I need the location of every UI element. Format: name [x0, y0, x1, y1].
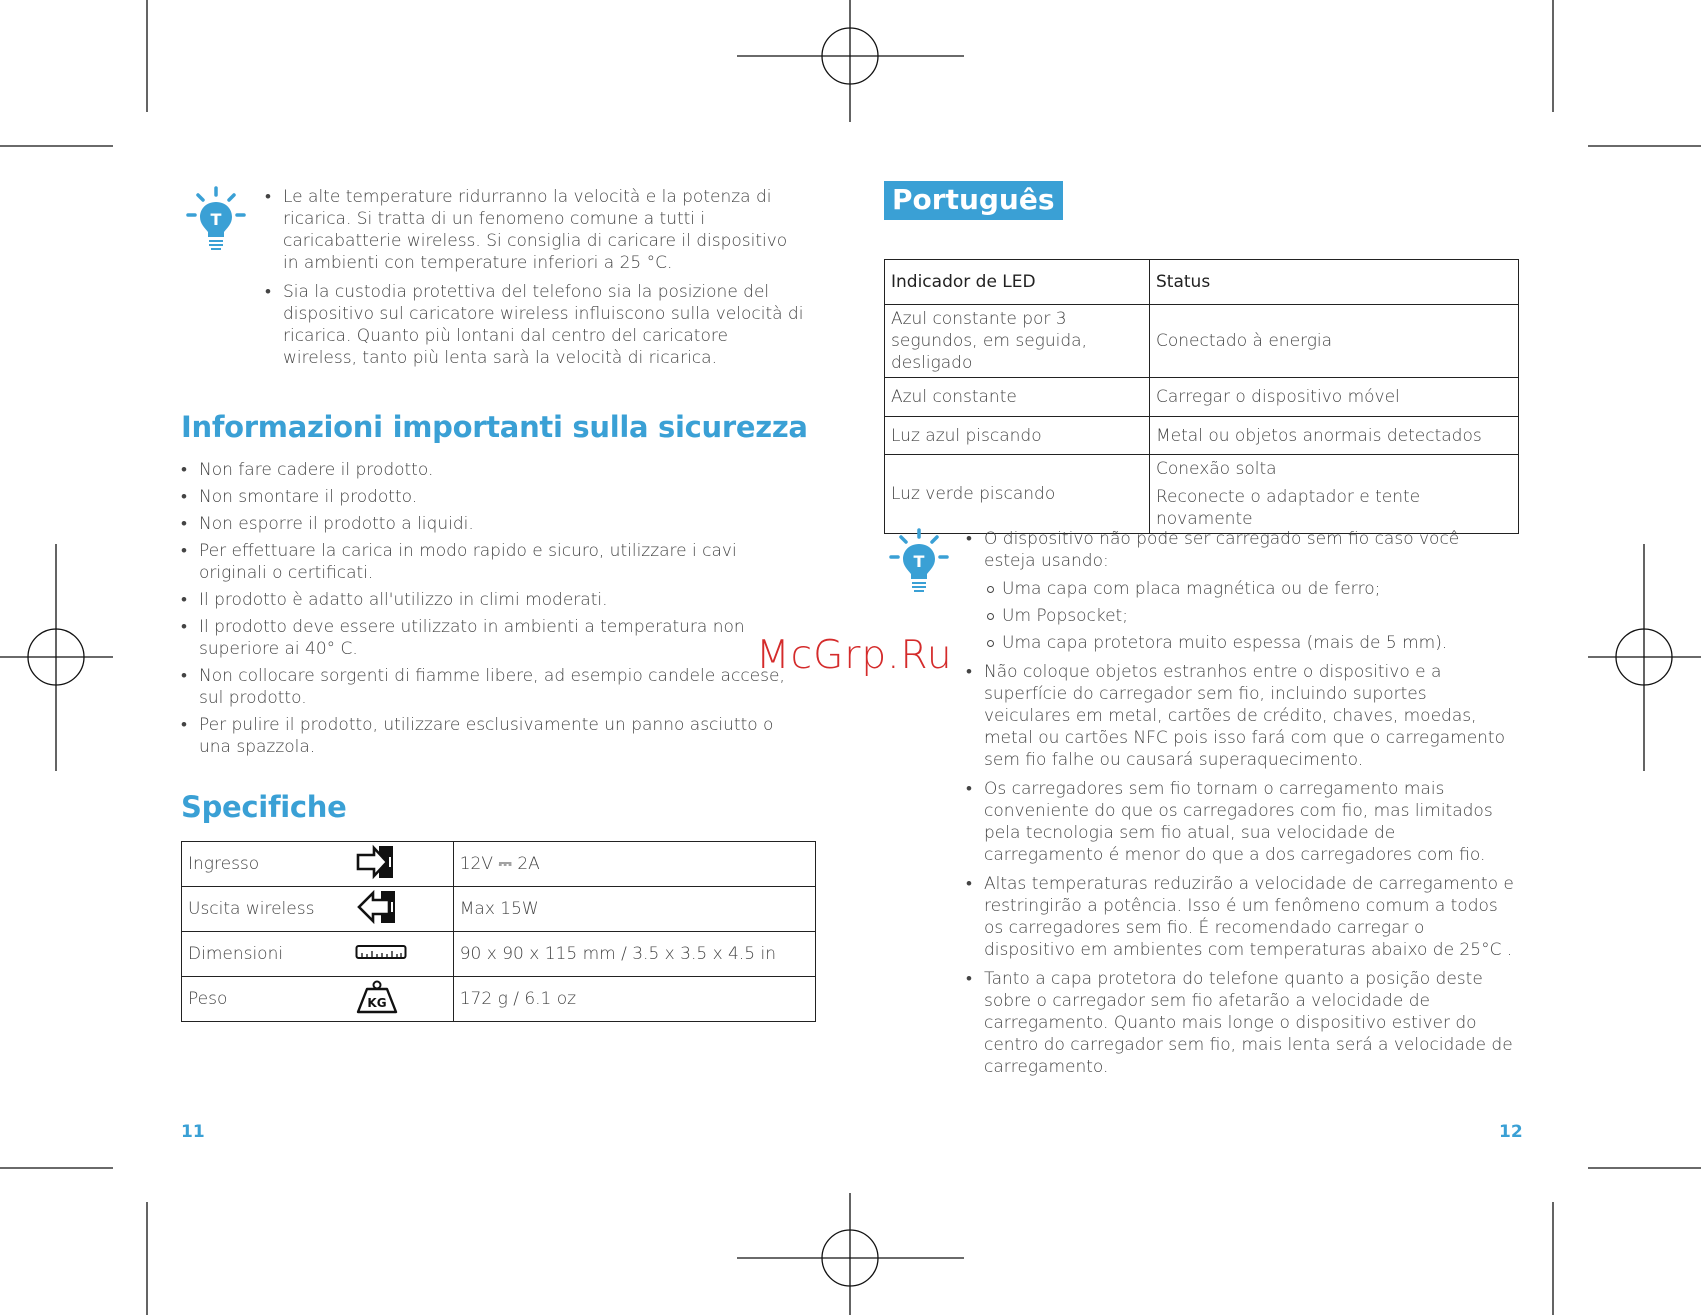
table-header-row [885, 260, 1519, 305]
spec-value: Max 15W [453, 887, 815, 932]
weight-icon [355, 979, 399, 1015]
table-row [182, 977, 816, 1022]
watermark: McGrp.Ru [756, 633, 953, 678]
led-cell: Azul constante por 3 segundos, em seguida, desligado [885, 305, 1150, 378]
spec-label: Peso [182, 977, 349, 1022]
list-item [966, 528, 1516, 654]
status-cell: Conectado à energia [1150, 305, 1519, 378]
table-header: Status [1150, 260, 1519, 305]
spec-value: 12V ⎓ 2A [453, 842, 815, 887]
spec-label: Uscita wireless [182, 887, 349, 932]
status-cell: Metal ou objetos anormais detectados [1150, 417, 1519, 455]
tip-intro: O dispositivo não pode ser carregado sem fio caso você esteja usando: [984, 529, 1460, 571]
table-row [885, 378, 1519, 417]
left-tip-list [265, 186, 805, 376]
led-cell: Luz verde piscando [885, 455, 1150, 534]
specs-table [181, 841, 816, 1022]
list-item: • Altas temperaturas reduzirão a velocidade de carregamento e restringirão a potência. Isso é um fenômeno comum a todos os carregadores sem fio. É recomendado carregar o dispositivo em ambientes com temperaturas abaixo de 25°C . [966, 873, 1516, 961]
list-item: • Per pulire il prodotto, utilizzare esclusivamente un panno asciutto o una spazzola. [181, 714, 796, 758]
table-row [885, 455, 1519, 534]
lightbulb-icon [185, 186, 247, 256]
weight-icon-label: KG [367, 995, 387, 1010]
table-row [885, 305, 1519, 378]
sub-list [984, 578, 1516, 654]
sub-list-item: Um Popsocket; [984, 605, 1516, 627]
table-header: Indicador de LED [885, 260, 1150, 305]
led-cell: Luz azul piscando [885, 417, 1150, 455]
lightbulb-icon [888, 528, 950, 598]
portuguese-title: Português [884, 181, 1063, 220]
list-item: • Não coloque objetos estranhos entre o dispositivo e a superfície do carregador sem fio, incluindo suportes veiculares em metal, cartões de crédito, chaves, moedas, metal ou cartões NFC pois isso fará com que o carregamento sem fio falhe ou causará superaquecimento. [966, 661, 1516, 771]
status-line: Reconecte o adaptador e tente novamente [1156, 487, 1421, 529]
spec-value: 172 g / 6.1 oz [453, 977, 815, 1022]
safety-title: Informazioni importanti sulla sicurezza [181, 410, 808, 444]
list-item: • Non esporre il prodotto a liquidi. [181, 513, 796, 535]
list-item: • Non smontare il prodotto. [181, 486, 796, 508]
list-item: • Per effettuare la carica in modo rapido e sicuro, utilizzare i cavi originali o certificati. [181, 540, 796, 584]
status-cell: Carregar o dispositivo móvel [1150, 378, 1519, 417]
status-line: Conexão solta [1156, 459, 1277, 479]
list-item: • Le alte temperature ridurranno la velocità e la potenza di ricarica. Si tratta di un fenomeno comune a tutti i caricabatterie wireless. Si consiglia di caricare il dispositivo in ambienti con temperature inferiori a 25 °C. [265, 186, 805, 274]
sub-list-item: Uma capa com placa magnética ou de ferro; [984, 578, 1516, 600]
table-row [182, 887, 816, 932]
list-item: • Os carregadores sem fio tornam o carregamento mais conveniente do que os carregadores com fio, mas limitados pela tecnologia sem fio atual, sua velocidade de carregamento é menor do que a dos carregadores com fio. [966, 778, 1516, 866]
spec-label: Ingresso [182, 842, 349, 887]
led-cell: Azul constante [885, 378, 1150, 417]
table-row [885, 417, 1519, 455]
list-item: • Non collocare sorgenti di fiamme libere, ad esempio candele accese, sul prodotto. [181, 665, 796, 709]
input-arrow-icon [355, 844, 399, 880]
spec-label: Dimensioni [182, 932, 349, 977]
list-item: • Il prodotto deve essere utilizzato in ambienti a temperatura non superiore ai 40° C. [181, 616, 796, 660]
page-number-left: 11 [181, 1122, 205, 1142]
output-arrow-icon [355, 889, 399, 925]
safety-list [181, 459, 796, 763]
portuguese-heading [884, 181, 1063, 220]
right-tip-list [966, 528, 1516, 1085]
tip-badge: T [210, 210, 222, 229]
sub-list-item: Uma capa protetora muito espessa (mais de 5 mm). [984, 632, 1516, 654]
spec-value: 90 x 90 x 115 mm / 3.5 x 3.5 x 4.5 in [453, 932, 815, 977]
list-item: • Non fare cadere il prodotto. [181, 459, 796, 481]
ruler-icon [355, 942, 407, 962]
page-number-right: 12 [1499, 1122, 1523, 1142]
list-item: • Sia la custodia protettiva del telefono sia la posizione del dispositivo sul caricatore wireless influiscono sulla velocità di ricarica. Quanto più lontani dal centro del caricatore wireless, tanto più lenta sarà la velocità di ricarica. [265, 281, 805, 369]
list-item: • Tanto a capa protetora do telefone quanto a posição deste sobre o carregador sem fio afetarão a velocidade de carregamento. Quanto mais longe o dispositivo estiver do centro do carregador sem fio, mais lenta será a velocidade de carregamento. [966, 968, 1516, 1078]
status-cell [1150, 455, 1519, 534]
tip-badge: T [913, 552, 925, 571]
led-table [884, 259, 1519, 534]
table-row [182, 932, 816, 977]
table-row [182, 842, 816, 887]
specs-title: Specifiche [181, 790, 347, 824]
list-item: • Il prodotto è adatto all'utilizzo in climi moderati. [181, 589, 796, 611]
